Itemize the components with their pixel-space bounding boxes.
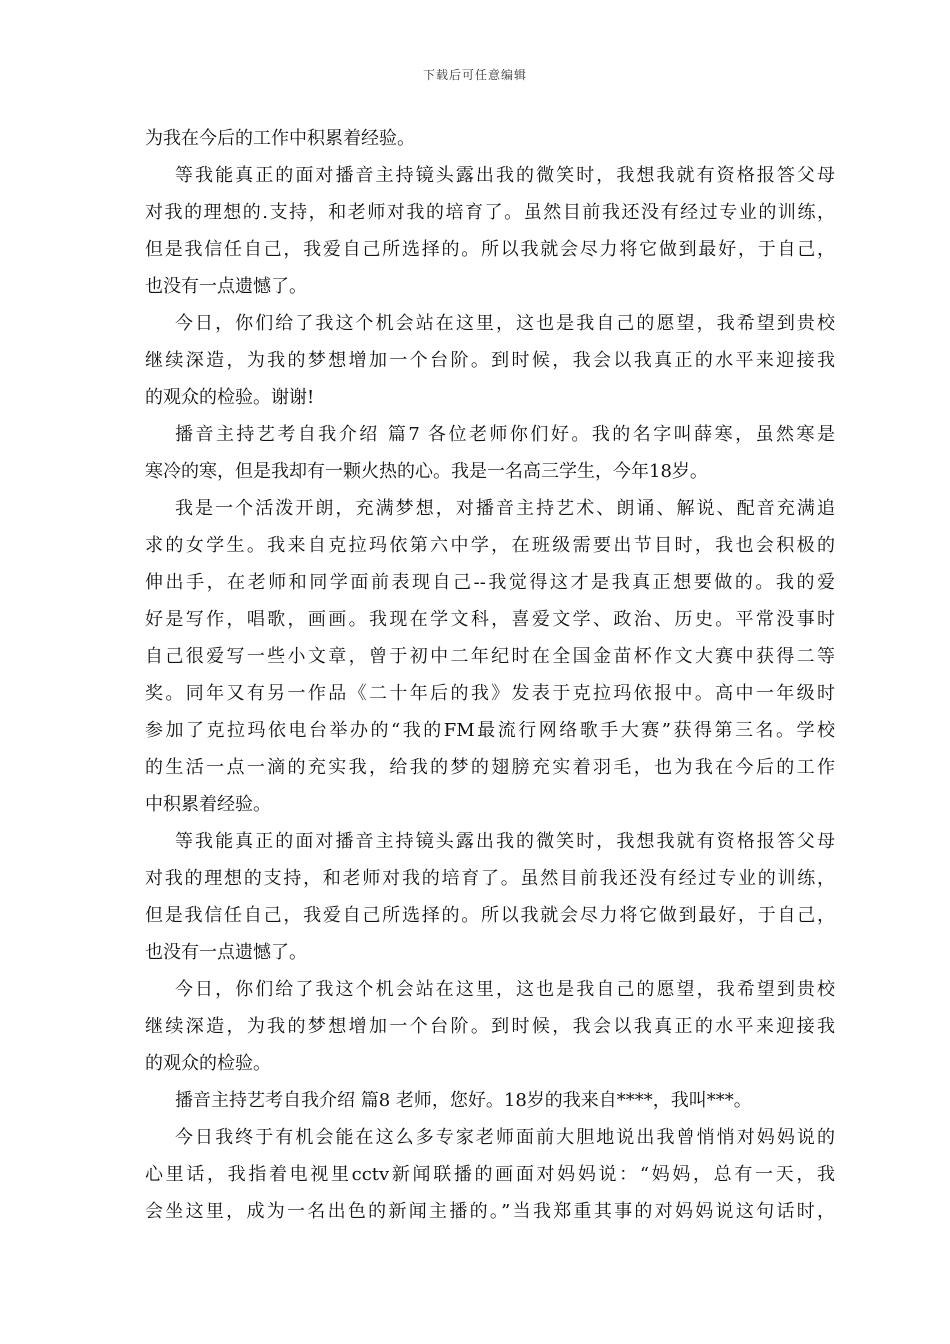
text-line: 今日，你们给了我这个机会站在这里，这也是我自己的愿望，我希望到贵校	[175, 979, 835, 1000]
text-line: 对我的理想的支持，和老师对我的培育了。虽然目前我还没有经过专业的训练，	[145, 868, 835, 889]
text-line: 今日，你们给了我这个机会站在这里，这也是我自己的愿望，我希望到贵校	[175, 313, 835, 334]
document-body	[145, 120, 835, 1230]
page-header: 下载后可任意编辑	[422, 68, 527, 82]
text-line: 为我在今后的工作中积累着经验。	[145, 128, 415, 149]
text-line: 等我能真正的面对播音主持镜头露出我的微笑时，我想我就有资格报答父母	[175, 831, 835, 852]
text-line: 中积累着经验。	[145, 794, 271, 815]
text-line: 对我的理想的.支持，和老师对我的培育了。虽然目前我还没有经过专业的训练，	[145, 202, 835, 223]
text-line: 自己很爱写一些小文章，曾于初中二年纪时在全国金苗杯作文大赛中获得二等	[145, 646, 835, 667]
text-line: 也没有一点遗憾了。	[145, 276, 307, 297]
text-line: 但是我信任自己，我爱自己所选择的。所以我就会尽力将它做到最好，于自己，	[145, 905, 835, 926]
text-line: 的生活一点一滴的充实我，给我的梦的翅膀充实着羽毛，也为我在今后的工作	[145, 757, 835, 778]
text-line: 参加了克拉玛依电台举办的“我的FM最流行网络歌手大赛”获得第三名。学校	[145, 720, 835, 741]
text-line: 我是一个活泼开朗，充满梦想，对播音主持艺术、朗诵、解说、配音充满追	[175, 498, 835, 519]
text-line: 继续深造，为我的梦想增加一个台阶。到时候，我会以我真正的水平来迎接我	[145, 350, 835, 371]
text-line: 的观众的检验。谢谢!	[145, 387, 315, 408]
text-line: 寒冷的寒，但是我却有一颗火热的心。我是一名高三学生，今年18岁。	[145, 461, 708, 482]
text-line: 播音主持艺考自我介绍 篇8 老师，您好。18岁的我来自****，我叫***。	[175, 1090, 752, 1111]
text-line: 继续深造，为我的梦想增加一个台阶。到时候，我会以我真正的水平来迎接我	[145, 1016, 835, 1037]
text-line: 奖。同年又有另一作品《二十年后的我》发表于克拉玛依报中。高中一年级时	[145, 683, 835, 704]
text-line: 好是写作，唱歌，画画。我现在学文科，喜爱文学、政治、历史。平常没事时	[145, 609, 835, 630]
text-line: 今日我终于有机会能在这么多专家老师面前大胆地说出我曾悄悄对妈妈说的	[175, 1127, 835, 1148]
text-line: 的观众的检验。	[145, 1053, 271, 1074]
text-line: 也没有一点遗憾了。	[145, 942, 307, 963]
text-line: 心里话，我指着电视里cctv新闻联播的画面对妈妈说：“妈妈，总有一天，我	[145, 1164, 835, 1185]
text-line: 会坐这里，成为一名出色的新闻主播的。”当我郑重其事的对妈妈说这句话时，	[145, 1201, 835, 1222]
text-line: 播音主持艺考自我介绍 篇7 各位老师你们好。我的名字叫薛寒，虽然寒是	[175, 424, 835, 445]
text-line: 求的女学生。我来自克拉玛依第六中学，在班级需要出节目时，我也会积极的	[145, 535, 835, 556]
text-line: 等我能真正的面对播音主持镜头露出我的微笑时，我想我就有资格报答父母	[175, 165, 835, 186]
text-line: 伸出手，在老师和同学面前表现自己--我觉得这才是我真正想要做的。我的爱	[145, 572, 835, 593]
text-line: 但是我信任自己，我爱自己所选择的。所以我就会尽力将它做到最好，于自己，	[145, 239, 835, 260]
